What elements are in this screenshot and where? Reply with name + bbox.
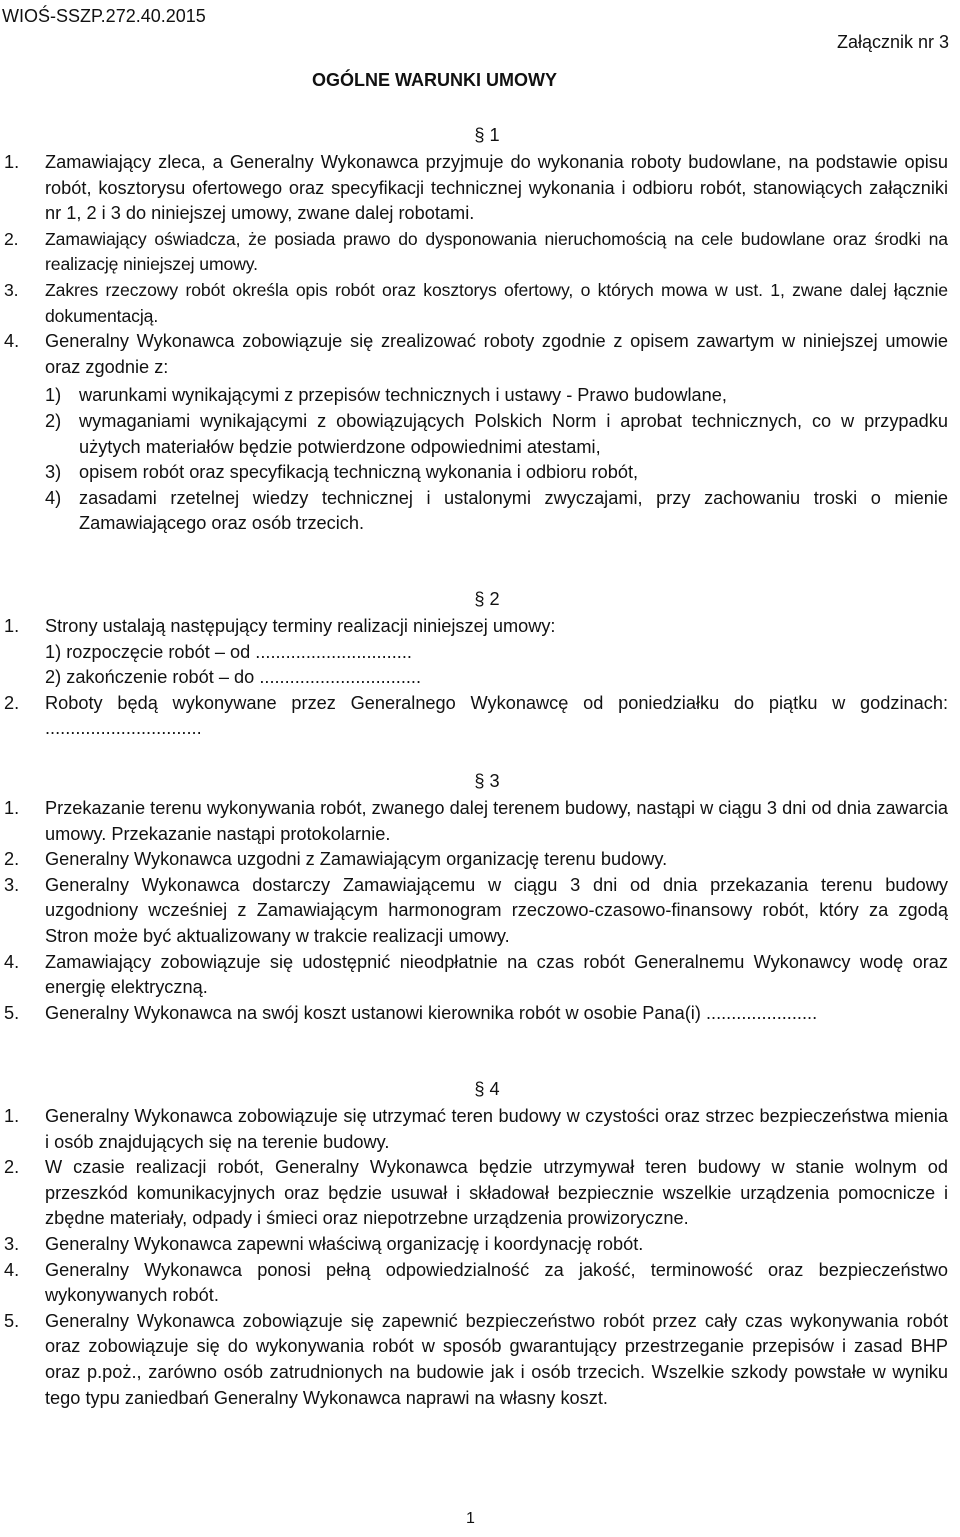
clause-number: 5. [4, 1002, 20, 1023]
clause-text: Przekazanie terenu wykonywania robót, zwanego dalej terenem budowy, nastąpi w ciągu 3 dni od dnia zawarcia umowy. Przekazanie nastąpi protokolarnie. [45, 798, 948, 844]
clause-number: 4. [4, 331, 20, 352]
clause [0, 1258, 960, 1309]
clause [0, 1155, 960, 1232]
subitem-text: wymaganiami wynikającymi z obowiązujących Polskich Norm i aprobat technicznych, co w przypadku użytych materiałów będzie potwierdzone odpowiednimi atestami, [79, 410, 948, 457]
clause [0, 1001, 960, 1027]
subitem [45, 383, 948, 409]
section-heading: § 2 [474, 589, 500, 609]
section-2 [0, 586, 960, 742]
clause-text: Zamawiający zleca, a Generalny Wykonawca przyjmuje do wykonania roboty budowlane, na podstawie opisu robót, kosztorysu ofertowego oraz specyfikacji technicznej wykonania i odbioru robót, stanowiących załączniki nr 1, 2 i 3 do niniejszej umowy, zwane dalej robotami. [45, 152, 948, 224]
term-end-line: 2) zakończenie robót – do ................................ [45, 667, 422, 688]
clause [0, 614, 960, 691]
section-heading: § 3 [474, 771, 500, 791]
clause-number: 3. [4, 279, 19, 300]
clause [0, 691, 960, 742]
clause-number: 3. [4, 874, 20, 895]
clause-text: Strony ustalają następujący terminy realizacji niniejszej umowy: [45, 616, 556, 636]
clause-number: 1. [4, 616, 20, 636]
section-heading: § 4 [474, 1079, 500, 1099]
subitem-text: opisem robót oraz specyfikacją techniczną wykonania i odbioru robót, [79, 462, 639, 483]
clause-text: Generalny Wykonawca ponosi pełną odpowiedzialność za jakość, terminowość oraz bezpieczeństwo wykonywanych robót. [45, 1259, 948, 1306]
clause-text: Zakres rzeczowy robót określa opis robót oraz kosztorys ofertowy, o których mowa w ust. 1, zwane dalej łącznie dokumentacją. [45, 279, 948, 326]
clause [0, 1309, 960, 1411]
clause [0, 1104, 960, 1155]
clause-text: Generalny Wykonawca zapewni właściwą organizację i koordynację robót. [45, 1233, 644, 1254]
section-3 [0, 768, 960, 1026]
clause [0, 873, 960, 950]
subitem-number: 2) [45, 410, 62, 431]
clause [0, 1232, 960, 1258]
section-heading: § 1 [474, 125, 500, 145]
subitem [45, 460, 948, 486]
clause-text: Generalny Wykonawca zobowiązuje się zapewnić bezpieczeństwo robót przez cały czas wykonywania robót oraz zobowiązuje się do wykonywania robót w sposób gwarantujący przestrzeganie przepisów i zasad BHP oraz p.poż., zarówno osób zatrudnionych na budowie jak i osób trzecich. Wszelkie szkody powstałe w wyniku tego typu zaniedbań Generalny Wykonawca naprawi na własny koszt. [45, 1310, 948, 1408]
clause-text: Generalny Wykonawca zobowiązuje się zrealizować roboty zgodnie z opisem zawartym w niniejszej umowie oraz zgodnie z: [45, 331, 948, 377]
clause-number: 2. [4, 692, 20, 713]
page-number: 1 [466, 1510, 475, 1527]
clause-text: Generalny Wykonawca zobowiązuje się utrzymać teren budowy w czystości oraz strzec bezpieczeństwa mienia i osób znajdujących się na terenie budowy. [45, 1106, 948, 1152]
clause-text: Generalny Wykonawca dostarczy Zamawiającemu w ciągu 3 dni od dnia przekazania terenu budowy uzgodniony wcześniej z Zamawiającym harmonogram rzeczowo-czasowo-finansowy robót, który za zgodą Stron może być aktualizowany w trakcie realizacji umowy. [45, 874, 948, 946]
subitem [45, 409, 948, 460]
clause [0, 950, 960, 1001]
subitem-text: zasadami rzetelnej wiedzy technicznej i ustalonymi zwyczajami, przy zachowaniu troski o mienie Zamawiającego oraz osób trzecich. [79, 487, 948, 534]
clause [0, 796, 960, 847]
clause-number: 1. [4, 798, 20, 818]
annex-label: Załącznik nr 3 [836, 32, 949, 52]
clause-number: 1. [4, 1106, 20, 1126]
subitem-number: 3) [45, 462, 62, 483]
clause-number: 2. [4, 228, 19, 249]
clause-number: 2. [4, 1157, 20, 1178]
clause-number: 2. [4, 849, 20, 870]
subitem-number: 4) [45, 487, 62, 508]
clause [0, 227, 960, 278]
clause-number: 4. [4, 951, 20, 972]
subitem-text: warunkami wynikającymi z przepisów technicznych i ustawy - Prawo budowlane, [79, 385, 727, 406]
sublist [45, 383, 948, 537]
clause-text: Zamawiający oświadcza, że posiada prawo do dysponowania nieruchomością na cele budowlane oraz środki na realizację niniejszej umowy. [45, 228, 948, 275]
clause [0, 329, 960, 537]
term-start-line: 1) rozpoczęcie robót – od ............................... [45, 641, 412, 662]
clause-text: Roboty będą wykonywane przez Generalnego Wykonawcę od poniedziałku do piątku w godzinach: ............................... [45, 692, 948, 739]
clause [0, 847, 960, 873]
document-reference: WIOŚ-SSZP.272.40.2015 [2, 6, 206, 26]
clause-number: 4. [4, 1259, 20, 1280]
subitem-number: 1) [45, 385, 62, 406]
clause-text: Generalny Wykonawca na swój koszt ustanowi kierownika robót w osobie Pana(i) ...................... [45, 1002, 818, 1023]
section-1 [0, 122, 960, 537]
clause-number: 5. [4, 1310, 20, 1331]
subitem [45, 486, 948, 537]
clause-number: 3. [4, 1233, 20, 1254]
section-4 [0, 1076, 960, 1411]
clause [0, 150, 960, 227]
clause [0, 278, 960, 329]
document-title: OGÓLNE WARUNKI UMOWY [312, 70, 557, 90]
clause-number: 1. [4, 152, 20, 172]
clause-text: Zamawiający zobowiązuje się udostępnić nieodpłatnie na czas robót Generalnemu Wykonawcy wodę oraz energię elektryczną. [45, 951, 948, 998]
clause-text: W czasie realizacji robót, Generalny Wykonawca będzie utrzymywał teren budowy w stanie wolnym od przeszkód komunikacyjnych oraz będzie usuwał i składował bezpiecznie wszelkie urządzenia pomocnicze i zbędne materiały, odpady i śmieci oraz niepotrzebne urządzenia prowizoryczne. [45, 1157, 948, 1229]
clause-text: Generalny Wykonawca uzgodni z Zamawiającym organizację terenu budowy. [45, 849, 668, 870]
